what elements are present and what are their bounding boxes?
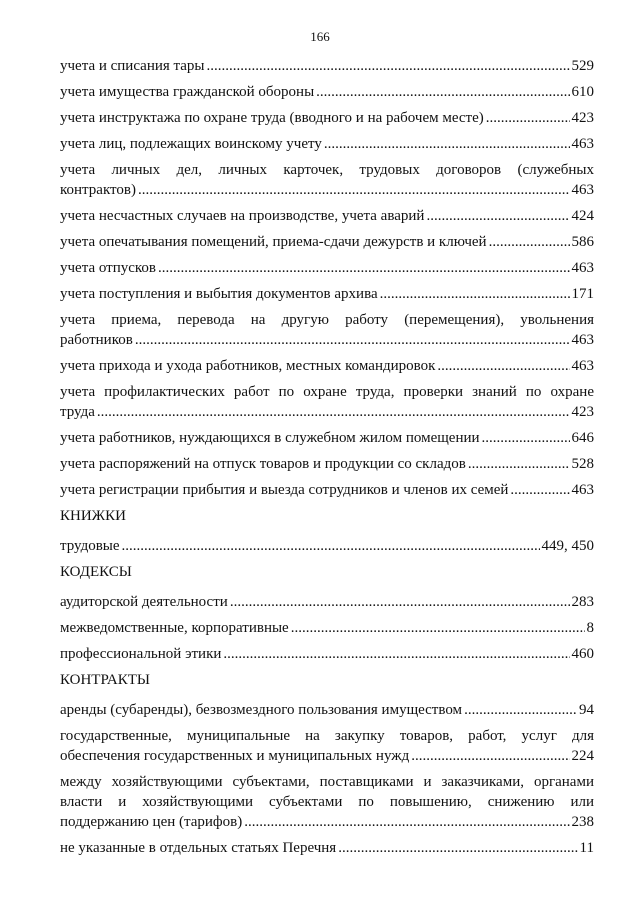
entry-page-ref: 463 [571, 136, 594, 152]
dot-leader [291, 618, 585, 638]
entry-label: профессиональной этики [60, 646, 222, 662]
dot-leader [223, 644, 569, 664]
dot-leader [244, 812, 569, 832]
entry-label: учета инструктажа по охране труда (вводного и на рабочем месте) [60, 110, 484, 126]
index-entry [60, 310, 594, 350]
entry-label-line: учета личных дел, личных карточек, трудовых договоров (служебных [60, 162, 594, 178]
entry-label-continuation: поддержанию цен (тарифов) [60, 814, 243, 830]
entry-label: учета работников, нуждающихся в служебном жилом помещении [60, 430, 480, 446]
entry-page-ref: 528 [571, 456, 594, 472]
entry-label: учета имущества гражданской обороны [60, 84, 315, 100]
page-number: 166 [310, 29, 330, 44]
entry-page-ref: 423 [571, 404, 594, 420]
index-entry [60, 82, 594, 102]
index-entry [60, 356, 594, 376]
entry-page-ref: 460 [571, 646, 594, 662]
entry-label: учета прихода и ухода работников, местных командировок [60, 358, 436, 374]
dot-leader [486, 108, 570, 128]
entry-page-ref: 463 [571, 260, 594, 276]
entry-page-ref: 238 [571, 814, 594, 830]
entry-page-ref: 424 [571, 208, 594, 224]
index-entry [60, 284, 594, 304]
dot-leader [135, 330, 570, 350]
entry-page-ref: 646 [571, 430, 594, 446]
index-entry [60, 56, 594, 76]
entry-page-ref: 94 [579, 702, 594, 718]
entry-label: учета опечатывания помещений, приема-сдачи дежурств и ключей [60, 234, 487, 250]
dot-leader [97, 402, 570, 422]
entry-label: аудиторской деятельности [60, 594, 228, 610]
index-entry [60, 644, 594, 664]
dot-leader [437, 356, 569, 376]
dot-leader [230, 592, 570, 612]
entry-label-continuation: работников [60, 332, 133, 348]
entry-page-ref: 463 [571, 332, 594, 348]
index-entry [60, 206, 594, 226]
index-content [60, 56, 594, 864]
entry-page-ref: 463 [571, 182, 594, 198]
index-entry [60, 258, 594, 278]
entry-label-line: между хозяйствующими субъектами, поставщиками и заказчиками, органами [60, 774, 594, 790]
entry-page-ref: 8 [586, 620, 594, 636]
dot-leader [138, 180, 570, 200]
dot-leader [122, 536, 540, 556]
entry-page-ref: 586 [571, 234, 594, 250]
entry-label: учета отпусков [60, 260, 156, 276]
dot-leader [510, 480, 569, 500]
entry-label-continuation: труда [60, 404, 95, 420]
index-entry [60, 134, 594, 154]
entry-label: межведомственные, корпоративные [60, 620, 289, 636]
index-entry [60, 838, 594, 858]
index-entry [60, 592, 594, 612]
entry-label-line: государственные, муниципальные на закупку товаров, работ, услуг для [60, 728, 594, 744]
dot-leader [426, 206, 569, 226]
entry-label-line: власти и хозяйствующими субъектами по повышению, снижению или [60, 794, 594, 810]
dot-leader [489, 232, 570, 252]
dot-leader [207, 56, 570, 76]
dot-leader [468, 454, 570, 474]
dot-leader [411, 746, 569, 766]
entry-page-ref: 423 [571, 110, 594, 126]
entry-page-ref: 463 [571, 482, 594, 498]
entry-page-ref: 171 [571, 286, 594, 302]
entry-label-continuation: обеспечения государственных и муниципальных нужд [60, 748, 410, 764]
entry-page-ref: 529 [571, 58, 594, 74]
entry-label: не указанные в отдельных статьях Перечня [60, 840, 337, 856]
index-entry [60, 232, 594, 252]
entry-page-ref: 283 [571, 594, 594, 610]
entry-label: учета лиц, подлежащих воинскому учету [60, 136, 322, 152]
dot-leader [324, 134, 570, 154]
index-entry [60, 772, 594, 832]
entry-page-ref: 224 [571, 748, 594, 764]
index-entry [60, 428, 594, 448]
section-heading-kontrakty: КОНТРАКТЫ [60, 672, 150, 688]
entry-label-line: учета профилактических работ по охране труда, проверки знаний по охране [60, 384, 594, 400]
index-entry [60, 480, 594, 500]
entry-label-line: учета приема, перевода на другую работу (перемещения), увольнения [60, 312, 594, 328]
dot-leader [380, 284, 570, 304]
index-entry [60, 454, 594, 474]
dot-leader [158, 258, 570, 278]
dot-leader [338, 838, 577, 858]
entry-label: учета несчастных случаев на производстве, учета аварий [60, 208, 425, 224]
entry-page-ref: 610 [571, 84, 594, 100]
section-heading-kodeksy: КОДЕКСЫ [60, 564, 132, 580]
entry-label-continuation: контрактов) [60, 182, 136, 198]
entry-label: учета регистрации прибытия и выезда сотрудников и членов их семей [60, 482, 509, 498]
entry-label: учета распоряжений на отпуск товаров и продукции со складов [60, 456, 466, 472]
index-entry [60, 382, 594, 422]
entry-label: аренды (субаренды), безвозмездного пользования имуществом [60, 702, 463, 718]
entry-page-ref: 11 [579, 840, 594, 856]
dot-leader [464, 700, 577, 720]
entry-label: учета и списания тары [60, 58, 205, 74]
dot-leader [482, 428, 570, 448]
entry-page-ref: 449, 450 [541, 538, 594, 554]
index-entry [60, 108, 594, 128]
section-heading-knizhki: КНИЖКИ [60, 508, 126, 524]
entry-page-ref: 463 [571, 358, 594, 374]
entry-label: трудовые [60, 538, 120, 554]
index-entry [60, 726, 594, 766]
entry-label: учета поступления и выбытия документов архива [60, 286, 378, 302]
index-entry [60, 536, 594, 556]
index-entry [60, 160, 594, 200]
index-entry [60, 700, 594, 720]
dot-leader [316, 82, 569, 102]
index-entry [60, 618, 594, 638]
